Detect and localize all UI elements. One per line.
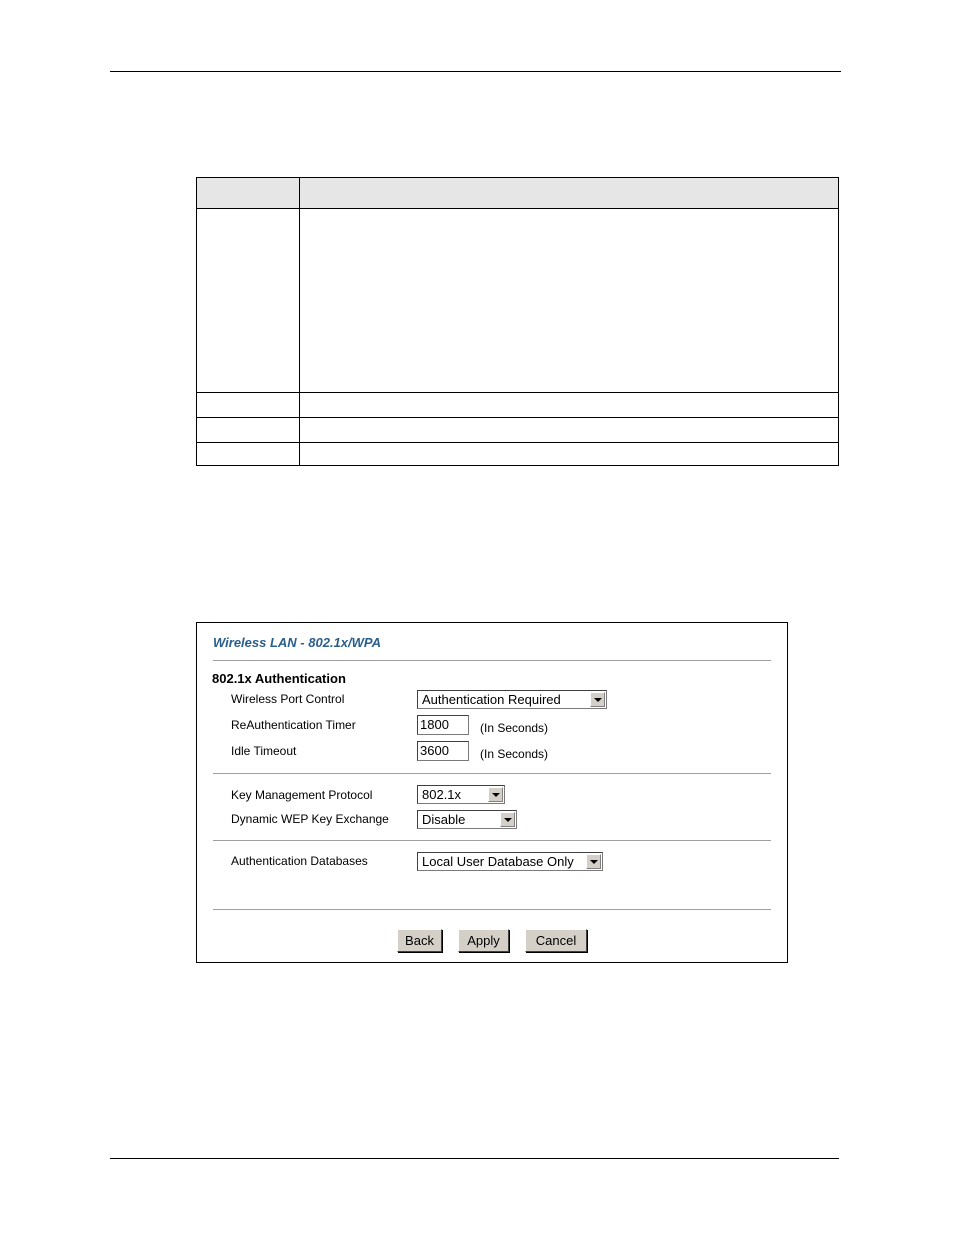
table-row-line bbox=[197, 442, 838, 443]
auth-db-value: Local User Database Only bbox=[422, 854, 574, 869]
header-rule bbox=[110, 71, 841, 72]
chevron-down-icon[interactable] bbox=[590, 692, 605, 707]
auth-db-label: Authentication Databases bbox=[231, 854, 368, 868]
separator bbox=[213, 773, 771, 774]
idle-timeout-input[interactable]: 3600 bbox=[417, 741, 469, 761]
port-control-label: Wireless Port Control bbox=[231, 692, 345, 706]
footer-rule bbox=[110, 1158, 839, 1159]
section-title: 802.1x Authentication bbox=[212, 671, 346, 686]
separator bbox=[213, 909, 771, 910]
reauth-units: (In Seconds) bbox=[480, 721, 549, 735]
table-row-line bbox=[197, 417, 838, 418]
chevron-down-icon[interactable] bbox=[586, 854, 601, 869]
chevron-down-icon[interactable] bbox=[488, 787, 503, 802]
wlan-8021x-dialog bbox=[196, 622, 788, 963]
table-column-divider bbox=[299, 178, 300, 465]
description-table bbox=[196, 177, 839, 466]
table-header-row bbox=[197, 178, 838, 209]
idle-units: (In Seconds) bbox=[480, 747, 549, 761]
key-mgmt-value: 802.1x bbox=[422, 787, 462, 802]
table-row-line bbox=[197, 392, 838, 393]
apply-button[interactable]: Apply bbox=[458, 929, 509, 952]
reauth-timer-input[interactable]: 1800 bbox=[417, 715, 469, 735]
separator bbox=[213, 660, 771, 661]
cancel-button[interactable]: Cancel bbox=[525, 929, 587, 952]
port-control-value: Authentication Required bbox=[422, 692, 561, 707]
chevron-down-icon[interactable] bbox=[500, 812, 515, 827]
dynamic-wep-select[interactable] bbox=[417, 810, 517, 829]
idle-timeout-label: Idle Timeout bbox=[231, 744, 297, 758]
reauth-timer-label: ReAuthentication Timer bbox=[231, 718, 356, 732]
dynamic-wep-label: Dynamic WEP Key Exchange bbox=[231, 812, 389, 826]
key-mgmt-select[interactable] bbox=[417, 785, 505, 804]
dynamic-wep-value: Disable bbox=[422, 812, 466, 827]
separator bbox=[213, 840, 771, 841]
key-mgmt-label: Key Management Protocol bbox=[231, 788, 373, 802]
back-button[interactable]: Back bbox=[397, 929, 442, 952]
dialog-title: Wireless LAN - 802.1x/WPA bbox=[213, 635, 381, 650]
auth-db-select[interactable] bbox=[417, 852, 603, 871]
port-control-select[interactable] bbox=[417, 690, 607, 709]
